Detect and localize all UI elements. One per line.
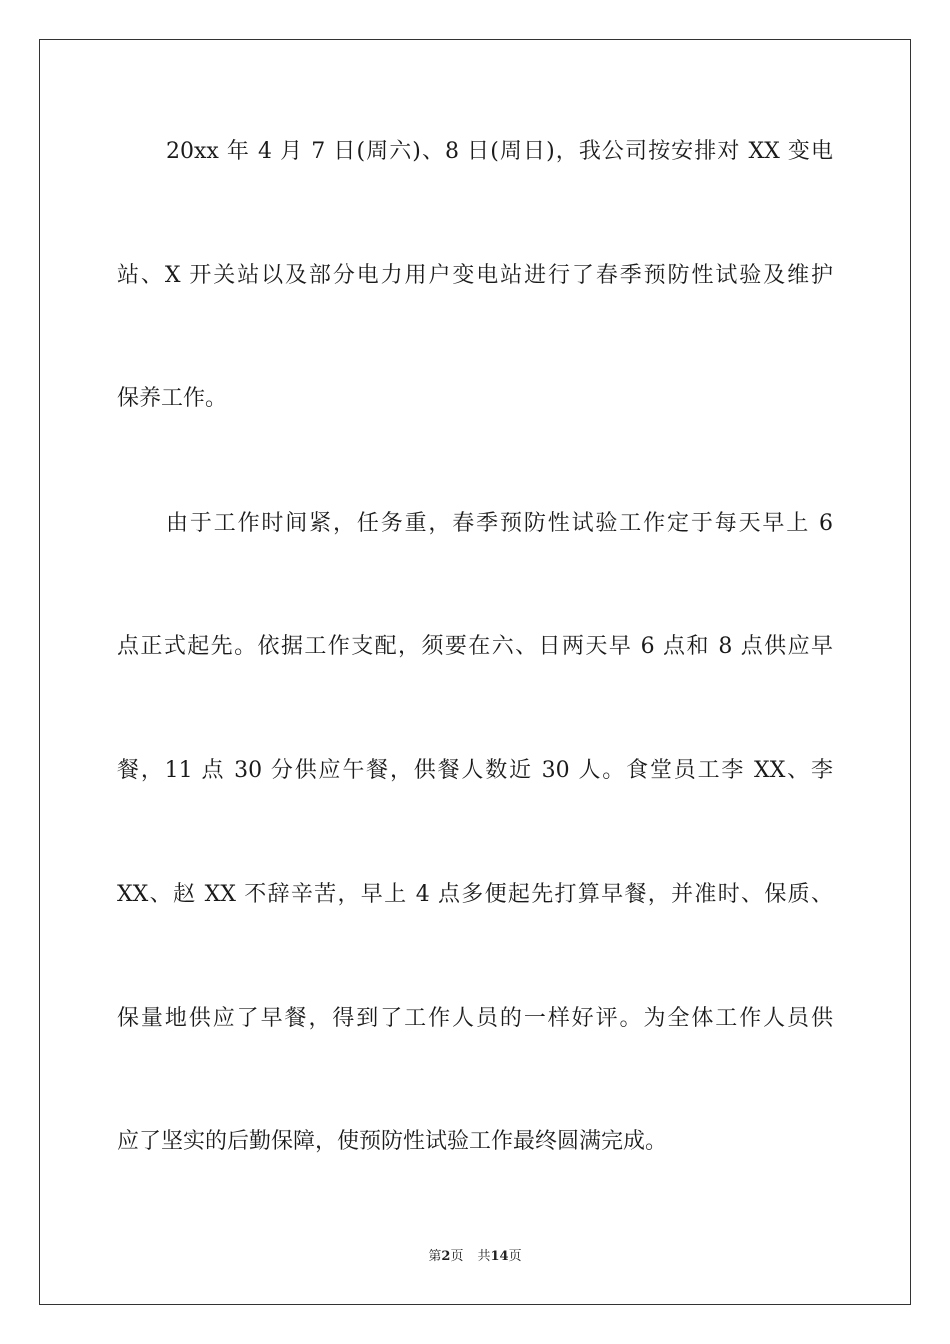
paragraph-1-line-3: 保养工作。 bbox=[117, 386, 228, 411]
footer-total-pages: 14 bbox=[490, 1249, 509, 1264]
paragraph-2-line-3: 餐，11 点 30 分供应午餐，供餐人数近 30 人。食堂员工李 XX、李 bbox=[117, 758, 833, 783]
paragraph-2-line-6: 应了坚实的后勤保障，使预防性试验工作最终圆满完成。 bbox=[117, 1129, 668, 1154]
page-border bbox=[39, 39, 911, 1305]
paragraph-2-line-4: XX、赵 XX 不辞辛苦，早上 4 点多便起先打算早餐，并准时、保质、 bbox=[117, 882, 833, 907]
paragraph-2-line-5: 保量地供应了早餐，得到了工作人员的一样好评。为全体工作人员供 bbox=[117, 1006, 833, 1031]
footer-total-prefix: 共 bbox=[477, 1249, 491, 1264]
footer-page-prefix: 第 bbox=[428, 1249, 442, 1264]
paragraph-1-line-2: 站、X 开关站以及部分电力用户变电站进行了春季预防性试验及维护 bbox=[117, 263, 833, 288]
footer-page-suffix: 页 bbox=[450, 1249, 464, 1264]
page-footer bbox=[0, 1247, 950, 1267]
paragraph-2-line-2: 点正式起先。依据工作支配，须要在六、日两天早 6 点和 8 点供应早 bbox=[117, 634, 833, 659]
paragraph-2-line-1: 由于工作时间紧，任务重，春季预防性试验工作定于每天早上 6 bbox=[166, 511, 833, 536]
paragraph-1-line-1: 20xx 年 4 月 7 日(周六)、8 日(周日)，我公司按安排对 XX 变电 bbox=[166, 139, 833, 164]
footer-page-number: 2 bbox=[441, 1249, 451, 1264]
footer-total-suffix: 页 bbox=[508, 1249, 522, 1264]
